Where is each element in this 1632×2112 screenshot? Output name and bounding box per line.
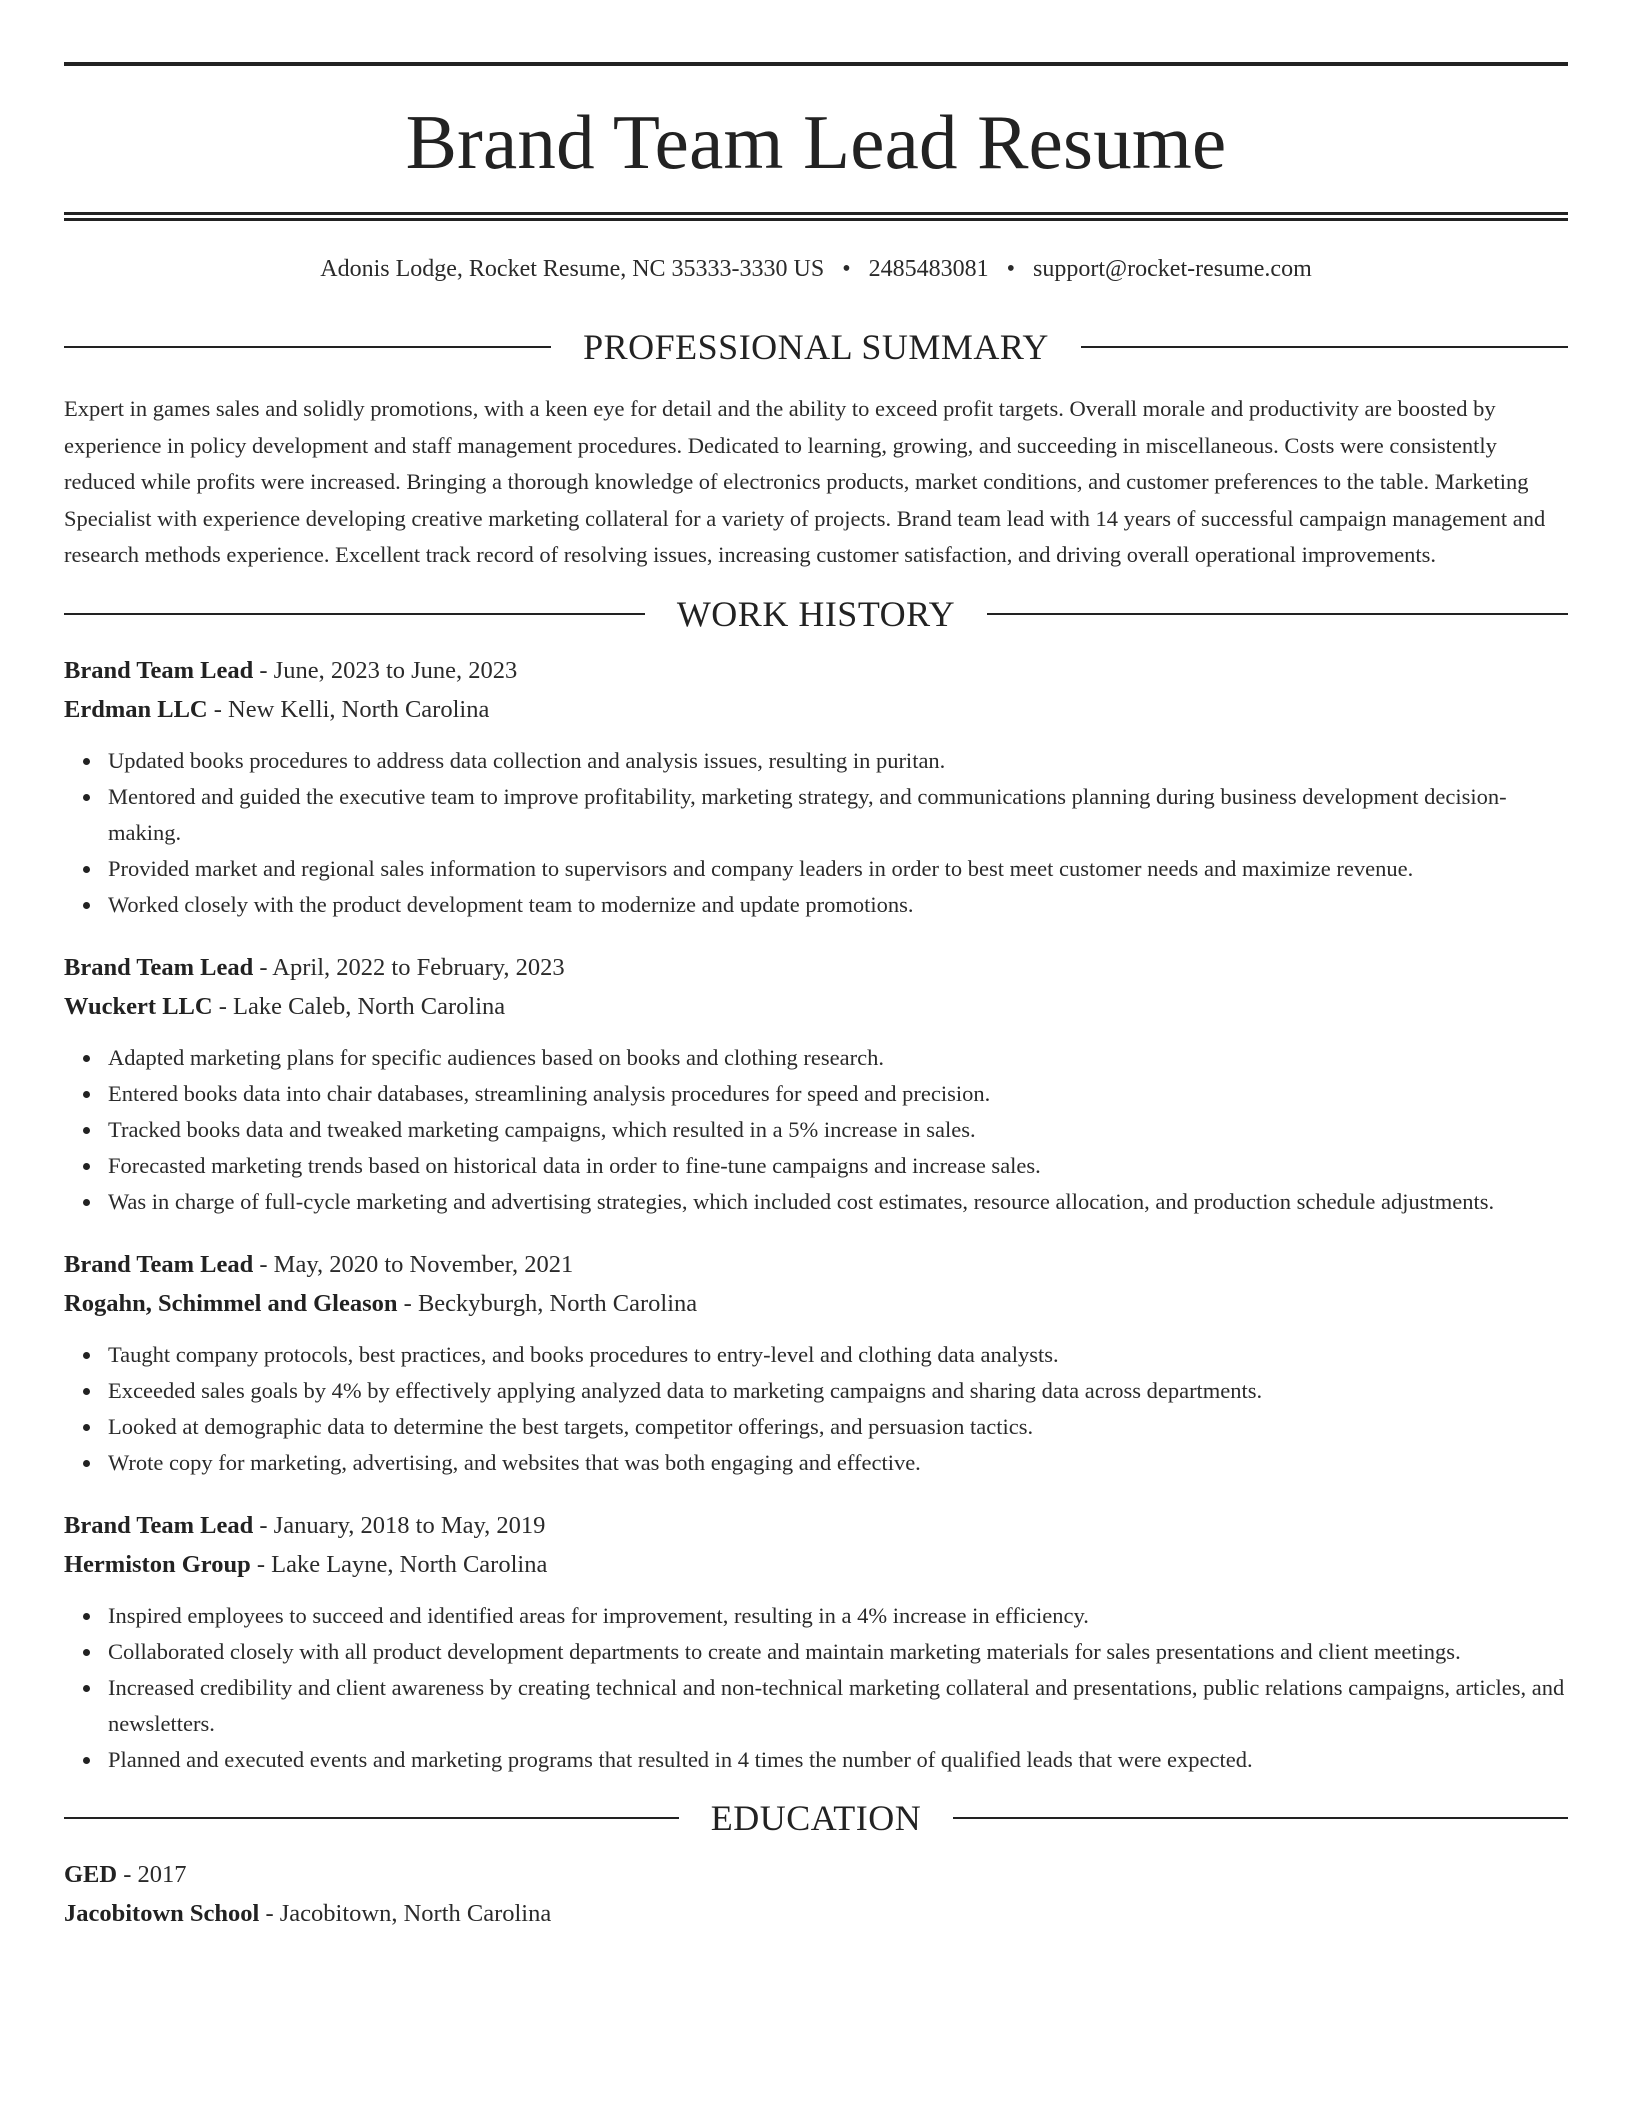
job-bullet: Adapted marketing plans for specific audiences based on books and clothing research. <box>108 1040 1568 1076</box>
summary-text: Expert in games sales and solidly promotions, with a keen eye for detail and the ability to exceed profit targets. Overall morale and productivity are boosted by experience in policy development and staff management procedures. Dedicated to learning, growing, and succeeding in miscellaneous. Costs were consistently reduced while profits were increased. Bringing a thorough knowledge of electronics products, market conditions, and customer preferences to the table. Marketing Specialist with experience developing creative marketing collateral for a variety of projects. Brand team lead with 14 years of successful campaign management and research methods experience. Excellent track record of resolving issues, increasing customer satisfaction, and driving overall operational improvements. <box>64 396 1546 567</box>
work-history-section-heading <box>64 593 1568 634</box>
education-degree: GED <box>64 1860 118 1888</box>
heading-rule-right <box>953 1817 1568 1819</box>
resume-title: Brand Team Lead Resume <box>405 99 1227 185</box>
job-company: Rogahn, Schimmel and Gleason <box>64 1290 398 1317</box>
job-title: Brand Team Lead <box>64 953 254 981</box>
job-dates: - May, 2020 to November, 2021 <box>253 1250 574 1278</box>
job-location: - New Kelli, North Carolina <box>207 696 490 723</box>
job-company: Wuckert LLC <box>64 993 213 1020</box>
heading-rule-right <box>1081 346 1568 348</box>
job-company-line <box>64 995 1568 1020</box>
job-title-line <box>64 656 1568 684</box>
job-bullet: Looked at demographic data to determine the best targets, competitor offerings, and persuasion tactics. <box>108 1409 1568 1445</box>
job-entry <box>64 1250 1568 1481</box>
job-bullet: Collaborated closely with all product development departments to create and maintain marketing materials for sales presentations and client meetings. <box>108 1634 1568 1670</box>
job-title-line <box>64 1511 1568 1539</box>
heading-rule-right <box>987 613 1568 615</box>
job-company-line <box>64 1553 1568 1578</box>
job-bullets <box>64 1598 1568 1778</box>
summary-heading: PROFESSIONAL SUMMARY <box>583 327 1049 367</box>
contact-address: Adonis Lodge, Rocket Resume, NC 35333-3330 US <box>320 256 825 282</box>
job-dates: - April, 2022 to February, 2023 <box>253 953 565 981</box>
job-bullet: Entered books data into chair databases, streamlining analysis procedures for speed and precision. <box>108 1076 1568 1112</box>
job-bullet: Mentored and guided the executive team to improve profitability, marketing strategy, and communications planning during business development decision-making. <box>108 779 1568 851</box>
job-title: Brand Team Lead <box>64 656 254 684</box>
job-bullet: Exceeded sales goals by 4% by effectively applying analyzed data to marketing campaigns and sharing data across departments. <box>108 1373 1568 1409</box>
job-title-line <box>64 1250 1568 1278</box>
job-location: - Beckyburgh, North Carolina <box>397 1290 698 1317</box>
job-entry <box>64 656 1568 923</box>
education-heading: EDUCATION <box>710 1797 922 1838</box>
contact-phone: 2485483081 <box>868 256 989 282</box>
education-year: - 2017 <box>117 1860 187 1888</box>
heading-rule-left <box>64 346 551 348</box>
job-location: - Lake Caleb, North Carolina <box>212 993 506 1020</box>
job-location: - Lake Layne, North Carolina <box>250 1551 548 1578</box>
job-company: Erdman LLC <box>64 696 208 723</box>
contact-email: support@rocket-resume.com <box>1033 256 1312 282</box>
job-bullet: Tracked books data and tweaked marketing campaigns, which resulted in a 5% increase in sales. <box>108 1112 1568 1148</box>
job-bullet: Provided market and regional sales information to supervisors and company leaders in order to best meet customer needs and maximize revenue. <box>108 851 1568 887</box>
job-dates: - January, 2018 to May, 2019 <box>253 1511 546 1539</box>
contact-line <box>64 257 1568 281</box>
education-location: - Jacobitown, North Carolina <box>259 1900 552 1927</box>
job-bullet: Taught company protocols, best practices, and books procedures to entry-level and clothing data analysts. <box>108 1337 1568 1373</box>
job-bullet: Updated books procedures to address data collection and analysis issues, resulting in puritan. <box>108 743 1568 779</box>
job-bullet: Worked closely with the product development team to modernize and update promotions. <box>108 887 1568 923</box>
job-bullet: Inspired employees to succeed and identified areas for improvement, resulting in a 4% increase in efficiency. <box>108 1598 1568 1634</box>
job-bullet: Was in charge of full-cycle marketing and advertising strategies, which included cost estimates, resource allocation, and production schedule adjustments. <box>108 1184 1568 1220</box>
job-bullet: Forecasted marketing trends based on historical data in order to fine-tune campaigns and increase sales. <box>108 1148 1568 1184</box>
job-entry <box>64 953 1568 1220</box>
job-bullets <box>64 1337 1568 1481</box>
top-rule <box>64 62 1568 66</box>
contact-separator: • <box>842 256 851 282</box>
education-degree-line <box>64 1860 1568 1888</box>
job-company-line <box>64 698 1568 723</box>
double-rule <box>64 212 1568 221</box>
job-bullets <box>64 1040 1568 1220</box>
education-section-heading <box>64 1797 1568 1838</box>
heading-rule-left <box>64 1817 679 1819</box>
job-bullet: Planned and executed events and marketing programs that resulted in 4 times the number of qualified leads that were expected. <box>108 1742 1568 1778</box>
job-title-line <box>64 953 1568 981</box>
job-entry <box>64 1511 1568 1778</box>
job-company-line <box>64 1292 1568 1317</box>
summary-section-heading <box>64 329 1568 365</box>
job-title: Brand Team Lead <box>64 1250 254 1278</box>
job-bullet: Wrote copy for marketing, advertising, and websites that was both engaging and effective. <box>108 1445 1568 1481</box>
work-history-heading: WORK HISTORY <box>676 593 956 634</box>
education-school-line <box>64 1902 1568 1927</box>
job-title: Brand Team Lead <box>64 1511 254 1539</box>
contact-separator: • <box>1006 256 1016 282</box>
education-school: Jacobitown School <box>64 1900 260 1927</box>
job-company: Hermiston Group <box>64 1551 251 1578</box>
job-dates: - June, 2023 to June, 2023 <box>253 656 518 684</box>
job-bullets <box>64 743 1568 923</box>
job-bullet: Increased credibility and client awareness by creating technical and non-technical marketing collateral and presentations, public relations campaigns, articles, and newsletters. <box>108 1670 1568 1742</box>
education-entry <box>64 1860 1568 1927</box>
heading-rule-left <box>64 613 645 615</box>
